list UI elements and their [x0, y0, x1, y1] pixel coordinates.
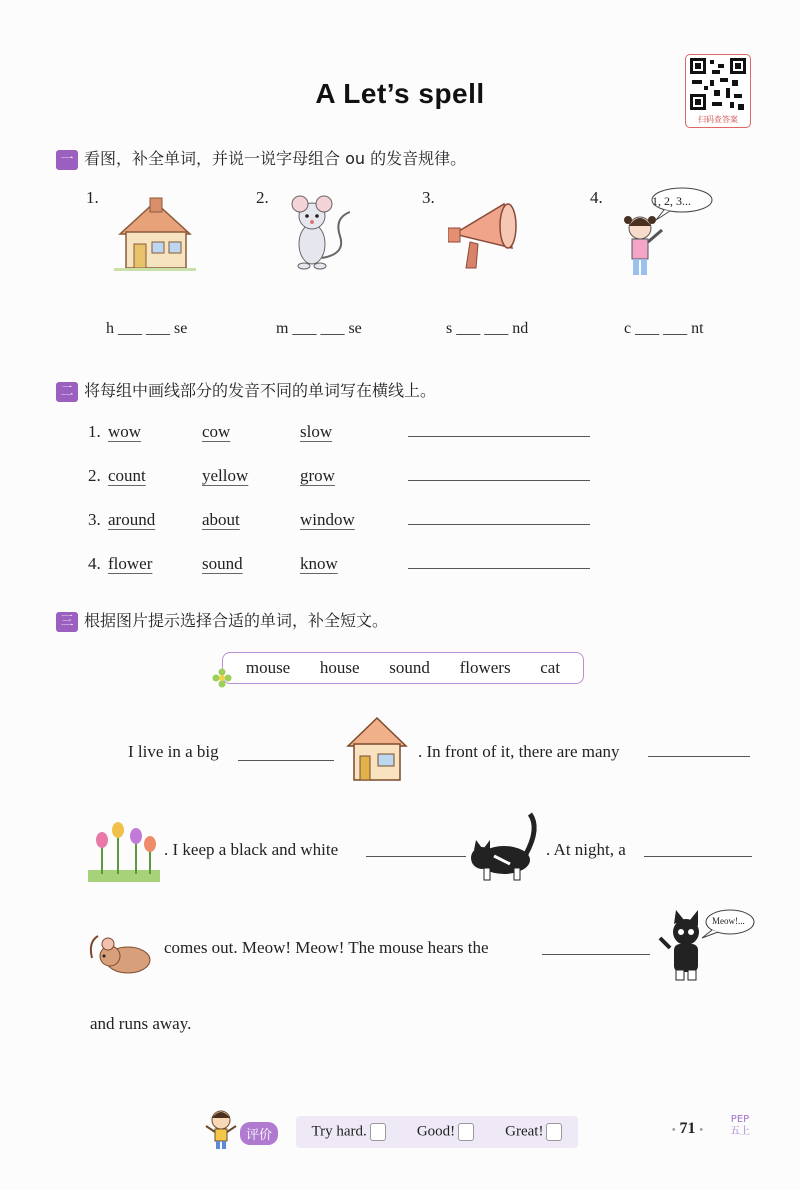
row1-word3: slow [300, 422, 333, 441]
page-title: A Let’s spell [315, 78, 485, 109]
blank-sound[interactable] [542, 954, 650, 955]
eval-option-label: Good! [416, 1123, 456, 1140]
word-bank-item: cat [540, 658, 561, 677]
mouse-picture [284, 192, 356, 278]
eval-option-great[interactable] [505, 1123, 562, 1141]
series-label [730, 1114, 750, 1138]
kid-mascot-icon [204, 1108, 238, 1150]
eval-checkbox[interactable] [370, 1123, 386, 1141]
word-bank-item: sound [389, 658, 430, 677]
grade-label: 五上 [730, 1126, 750, 1137]
row3-word2: about [202, 510, 240, 529]
section1-heading [56, 146, 466, 170]
section2-badge: 二 [56, 382, 78, 402]
blank-flowers[interactable] [648, 756, 750, 757]
row2-number: 2. [88, 466, 101, 485]
row4-number: 4. [88, 554, 101, 573]
dot-icon: • [672, 1125, 676, 1136]
item1-blank-pattern[interactable]: h ___ ___ se [106, 320, 188, 337]
row1-word2: cow [202, 422, 231, 441]
row2-word1: count [108, 466, 146, 485]
qr-pattern-icon [690, 58, 746, 110]
word-bank-item: mouse [245, 658, 291, 677]
item4-blank-pattern[interactable]: c ___ ___ nt [624, 320, 704, 337]
item2-number: 2. [256, 188, 269, 207]
item3-blank-pattern[interactable]: s ___ ___ nd [446, 320, 529, 337]
mouse-hint-picture [88, 930, 158, 980]
word-bank-item: flowers [459, 658, 511, 677]
section1-badge: 一 [56, 150, 78, 170]
para-line2b: . At night, a [546, 840, 626, 859]
section3-heading [56, 608, 388, 632]
eval-checkbox[interactable] [546, 1123, 562, 1141]
row4-word1: flower [108, 554, 153, 573]
eval-option-label: Great! [505, 1123, 544, 1140]
blank-mouse[interactable] [644, 856, 752, 857]
section1-instruction: 看图，补全单词，并说一说字母组合 ou 的发音规律。 [84, 149, 467, 168]
row3-word1: around [108, 510, 156, 529]
blank-cat[interactable] [366, 856, 466, 857]
meow-bubble-text: Meow!... [712, 916, 745, 926]
para-line2a: . I keep a black and white [164, 840, 339, 859]
row2-word2: yellow [202, 466, 249, 485]
qr-label: 扫码查答案 [698, 115, 738, 124]
flowers-hint-picture [88, 820, 160, 884]
item1-number: 1. [86, 188, 99, 207]
para-line1a: I live in a big [128, 742, 219, 761]
loudspeaker-picture [448, 198, 528, 274]
qr-code[interactable] [685, 54, 751, 128]
row2-answer-line[interactable] [408, 480, 590, 481]
section2-instruction: 将每组中画线部分的发音不同的单词写在横线上。 [84, 381, 437, 400]
row1-answer-line[interactable] [408, 436, 590, 437]
house-picture [114, 196, 196, 274]
section3-instruction: 根据图片提示选择合适的单词，补全短文。 [84, 611, 389, 630]
evaluation-label: 评价 [240, 1122, 278, 1145]
eval-option-good[interactable] [417, 1123, 474, 1141]
eval-checkbox[interactable] [458, 1123, 474, 1141]
page-number-value: 71 [679, 1120, 696, 1137]
eval-option-try-hard[interactable] [312, 1123, 386, 1141]
word-bank [222, 652, 584, 684]
house-hint-picture [342, 714, 412, 784]
para-line4: and runs away. [90, 1014, 192, 1033]
para-line1b: . In front of it, there are many [418, 742, 620, 761]
row4-answer-line[interactable] [408, 568, 590, 569]
row4-word3: know [300, 554, 338, 573]
row3-number: 3. [88, 510, 101, 529]
row3-word3: window [300, 510, 355, 529]
row1-number: 1. [88, 422, 101, 441]
dot-icon: • [699, 1125, 704, 1136]
counting-bubble-text: 1, 2, 3... [652, 194, 691, 208]
page-number [672, 1120, 703, 1138]
self-evaluation-box [296, 1116, 578, 1148]
series-name: PEP [730, 1114, 750, 1125]
para-line3a: comes out. Meow! Meow! The mouse hears the [164, 938, 489, 957]
item2-blank-pattern[interactable]: m ___ ___ se [276, 320, 362, 337]
section2-heading [56, 378, 436, 402]
eval-option-label: Try hard. [311, 1123, 367, 1140]
flower-deco-icon [212, 668, 232, 688]
row3-answer-line[interactable] [408, 524, 590, 525]
item4-number: 4. [590, 188, 603, 207]
row2-word3: grow [300, 466, 335, 485]
row4-word2: sound [202, 554, 243, 573]
row1-word1: wow [108, 422, 142, 441]
cat-hint-picture [470, 808, 544, 884]
word-bank-item: house [319, 658, 360, 677]
item3-number: 3. [422, 188, 435, 207]
blank-house[interactable] [238, 760, 334, 761]
section3-badge: 三 [56, 612, 78, 632]
